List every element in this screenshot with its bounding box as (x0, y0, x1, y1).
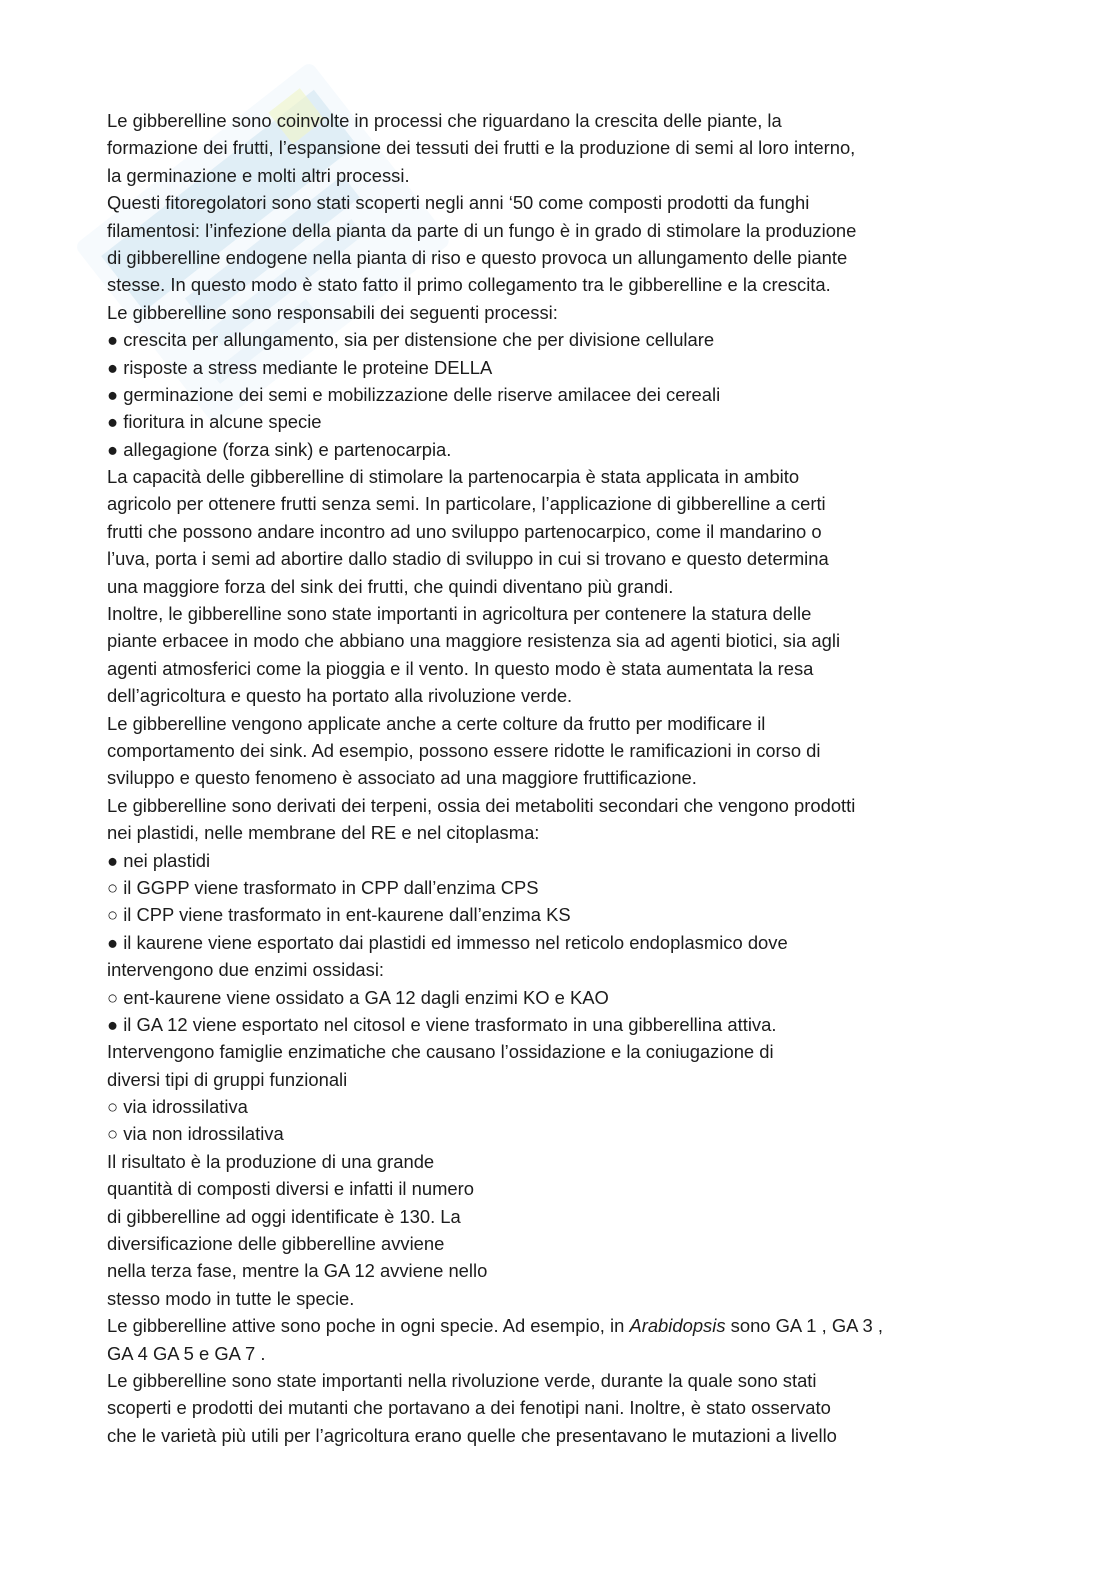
text-line: Le gibberelline sono coinvolte in processi che riguardano la crescita delle piante, la (107, 110, 782, 131)
text-line: frutti che possono andare incontro ad uno sviluppo partenocarpico, come il mandarino o (107, 520, 822, 542)
text-line: stesso modo in tutte le specie. (107, 1287, 355, 1309)
text-line: scoperti e prodotti dei mutanti che portavano a dei fenotipi nani. Inoltre, è stato osservato (107, 1397, 831, 1419)
sub-bullet-item: ○ il GGPP viene trasformato in CPP dall’enzima CPS (107, 876, 539, 898)
text-line: Inoltre, le gibberelline sono state importanti in agricoltura per contenere la statura delle (107, 603, 812, 625)
text-line: Le gibberelline sono responsabili dei seguenti processi: (107, 301, 558, 323)
text-line: diversi tipi di gruppi funzionali (107, 1068, 348, 1090)
text-line: filamentosi: l’infezione della pianta da parte di un fungo è in grado di stimolare la produzione (107, 219, 857, 241)
text-line: quantità di composti diversi e infatti il numero (107, 1178, 474, 1200)
bullet-item: ● il GA 12 viene esportato nel citosol e viene trasformato in una gibberellina attiva. (107, 1013, 777, 1035)
bullet-item: ● nei plastidi (107, 849, 211, 871)
text-line: l’uva, porta i semi ad abortire dallo stadio di sviluppo in cui si trovano e questo determina (107, 548, 829, 570)
text-line: di gibberelline ad oggi identificate è 130. La (107, 1205, 461, 1227)
text-line-arabidopsis (107, 1312, 967, 1339)
text-line: stesse. In questo modo è stato fatto il primo collegamento tra le gibberelline e la crescita. (107, 274, 831, 296)
text-line: GA 4 GA 5 e GA 7 . (107, 1342, 266, 1364)
sub-bullet-item: ○ via idrossilativa (107, 1096, 248, 1118)
sub-bullet-item: ○ ent-kaurene viene ossidato a GA 12 dagli enzimi KO e KAO (107, 986, 609, 1008)
text-line: Le gibberelline vengono applicate anche a certe colture da frutto per modificare il (107, 712, 766, 734)
text-line: Questi fitoregolatori sono stati scoperti negli anni ‘50 come composti prodotti da funghi (107, 192, 810, 214)
text-line: La capacità delle gibberelline di stimolare la partenocarpia è stata applicata in ambito (107, 466, 800, 488)
bullet-item: ● germinazione dei semi e mobilizzazione delle riserve amilacee dei cereali (107, 383, 721, 405)
text-line: Intervengono famiglie enzimatiche che causano l’ossidazione e la coniugazione di (107, 1041, 774, 1063)
text-line: una maggiore forza del sink dei frutti, che quindi diventano più grandi. (107, 575, 674, 597)
text-line: agricolo per ottenere frutti senza semi. In particolare, l’applicazione di gibberelline a certi (107, 493, 826, 515)
text-line: formazione dei frutti, l’espansione dei tessuti dei frutti e la produzione di semi al loro interno, (107, 137, 856, 159)
text-line: la germinazione e molti altri processi. (107, 164, 410, 186)
text-line: nei plastidi, nelle membrane del RE e nel citoplasma: (107, 822, 540, 844)
sub-bullet-item: ○ il CPP viene trasformato in ent-kaurene dall’enzima KS (107, 904, 571, 926)
text-line: Il risultato è la produzione di una grande (107, 1150, 435, 1172)
bullet-item: ● crescita per allungamento, sia per distensione che per divisione cellulare (107, 329, 715, 351)
bullet-item: ● il kaurene viene esportato dai plastidi ed immesso nel reticolo endoplasmico dove (107, 931, 788, 953)
text-line: sviluppo e questo fenomeno è associato ad una maggiore fruttificazione. (107, 767, 697, 789)
bullet-item: ● allegagione (forza sink) e partenocarpia. (107, 438, 452, 460)
document-body (107, 107, 967, 1449)
text-fragment: sono GA 1 , GA 3 , (725, 1315, 883, 1337)
text-line: di gibberelline endogene nella pianta di riso e questo provoca un allungamento delle piante (107, 246, 848, 268)
bullet-item: ● risposte a stress mediante le proteine DELLA (107, 356, 493, 378)
text-line: nella terza fase, mentre la GA 12 avviene nello (107, 1260, 488, 1282)
text-line: piante erbacee in modo che abbiano una maggiore resistenza sia ad agenti biotici, sia agli (107, 630, 841, 652)
bullet-item: ● fioritura in alcune specie (107, 411, 322, 433)
text-line: comportamento dei sink. Ad esempio, possono essere ridotte le ramificazioni in corso di (107, 739, 821, 761)
text-line: agenti atmosferici come la pioggia e il vento. In questo modo è stata aumentata la resa (107, 657, 814, 679)
text-line: dell’agricoltura e questo ha portato alla rivoluzione verde. (107, 685, 573, 707)
text-fragment: Le gibberelline attive sono poche in ogni specie. Ad esempio, in (107, 1315, 630, 1337)
sub-bullet-item: ○ via non idrossilativa (107, 1123, 284, 1145)
text-line: intervengono due enzimi ossidasi: (107, 959, 385, 981)
text-line: diversificazione delle gibberelline avviene (107, 1233, 445, 1255)
text-line: che le varietà più utili per l’agricoltura erano quelle che presentavano le mutazioni a livello (107, 1424, 837, 1446)
species-name: Arabidopsis (629, 1315, 726, 1337)
text-line: Le gibberelline sono state importanti nella rivoluzione verde, durante la quale sono stati (107, 1369, 817, 1391)
text-line: Le gibberelline sono derivati dei terpeni, ossia dei metaboliti secondari che vengono prodotti (107, 794, 856, 816)
